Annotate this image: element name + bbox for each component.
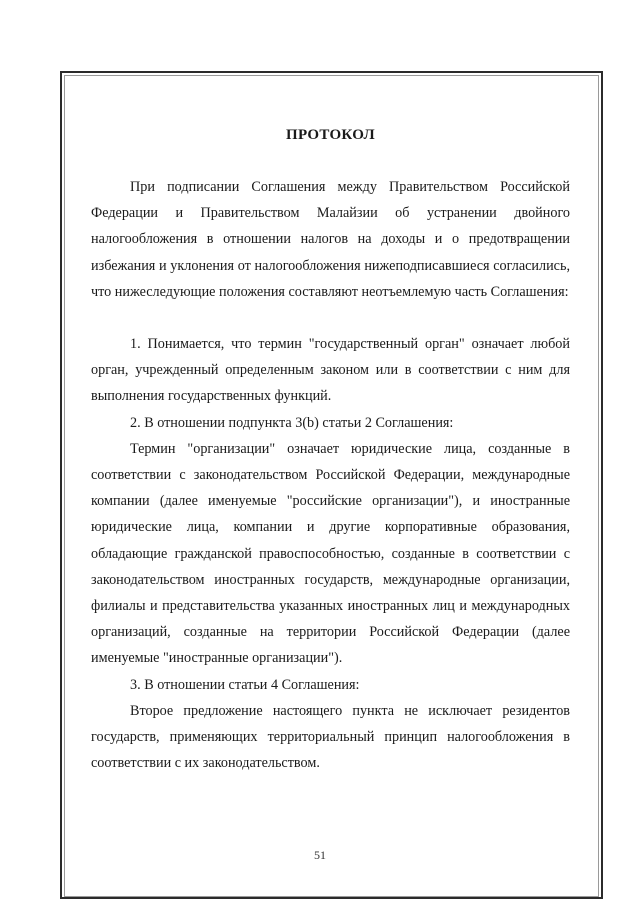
document-title: ПРОТОКОЛ [286, 127, 375, 143]
clause-3-text: Второе предложение настоящего пункта не исключает резидентов государств, применяющих территориальный принцип налогообложения в соответствии с их законодательством. [91, 702, 570, 772]
page-number: 51 [314, 848, 326, 862]
document-body [91, 122, 570, 776]
clause-2-heading: 2. В отношении подпункта 3(b) статьи 2 Соглашения: [130, 414, 454, 431]
clause-2-text: Термин "организации" означает юридические лица, созданные в соответствии с законодательством Российской Федерации, международные компании (далее именуемые "российские организации"), и иностранные юридические лица, компании и другие корпоративные образования, обладающие гражданской правоспособностью, созданные в соответствии с законодательством иностранных государств, международные организации, филиалы и представительства указанных иностранных лиц и международных организаций, созданные на территории Российской Федерации (далее именуемые "иностранные организации"). [91, 440, 570, 667]
clause-1-paragraph: 1. Понимается, что термин "государственный орган" означает любой орган, учрежденный определенным законом или в соответствии с ним для выполнения государственных функций. [91, 336, 570, 405]
preamble-paragraph: При подписании Соглашения между Правительством Российской Федерации и Правительством Малайзии об устранении двойного налогообложения в отношении налогов на доходы и о предотвращении избежания и уклонения от налогообложения нижеподписавшиеся согласились, что нижеследующие положения составляют неотъемлемую часть Соглашения: [91, 179, 570, 300]
clause-3-heading: 3. В отношении статьи 4 Соглашения: [130, 676, 360, 693]
